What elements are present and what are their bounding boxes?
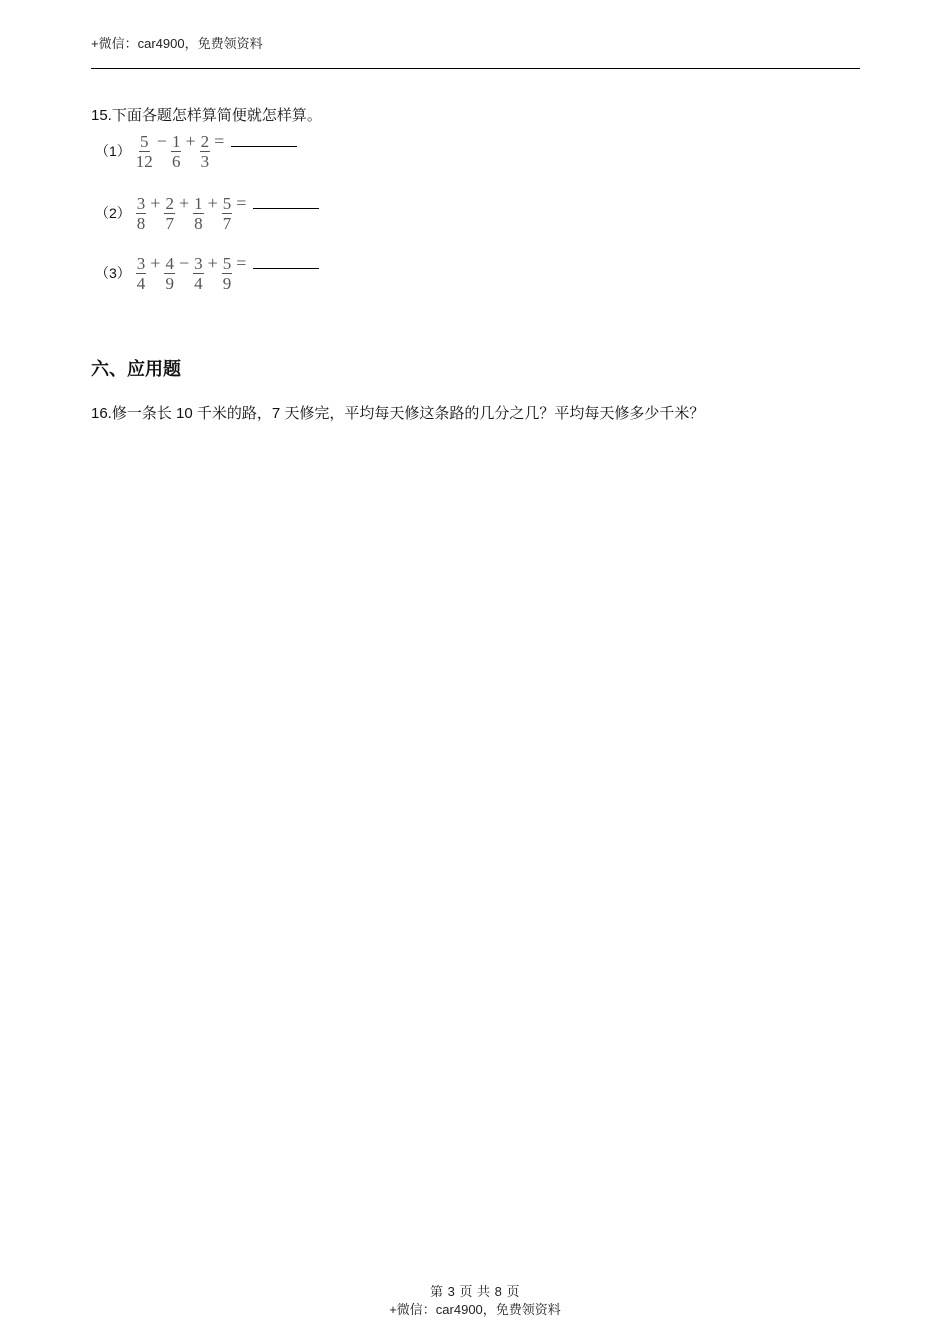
operator: + (150, 193, 161, 213)
operator: + (185, 131, 196, 151)
fraction-denominator: 7 (222, 214, 232, 233)
math-expression (135, 193, 320, 232)
operator: + (178, 193, 190, 213)
operator: = (236, 253, 247, 273)
fraction-numerator: 3 (136, 194, 146, 213)
fraction (193, 195, 204, 232)
fraction (171, 133, 182, 170)
fraction-numerator: 1 (194, 194, 203, 213)
item-label: （2） (95, 204, 131, 221)
question-15-item-1 (95, 131, 297, 170)
footer-text: +微信：car4900，免费领资料 (389, 1302, 561, 1317)
operator: + (207, 253, 218, 273)
fraction-denominator: 7 (165, 214, 174, 233)
fraction-numerator: 1 (171, 132, 181, 151)
fraction (164, 195, 175, 232)
fraction-denominator: 9 (165, 274, 174, 293)
header-divider (91, 68, 860, 69)
page-number: 第 3 页 共 8 页 (429, 1284, 521, 1299)
operator: = (236, 193, 247, 213)
question-15-title: 15.下面各题怎样算简便就怎样算。 (91, 107, 322, 124)
question-15-item-3 (95, 253, 319, 292)
fraction (136, 133, 153, 170)
question-16-text: 16.修一条长 10 千米的路，7 天修完，平均每天修这条路的几分之几？平均每天修多少千米？ (91, 405, 705, 422)
section-title: 六、应用题 (91, 359, 181, 379)
operator: − (178, 253, 190, 273)
fraction-denominator: 3 (200, 152, 210, 171)
fraction (200, 133, 211, 170)
fraction-denominator: 8 (136, 214, 146, 233)
answer-blank[interactable] (231, 134, 297, 147)
header-text: +微信：car4900，免费领资料 (91, 36, 263, 51)
fraction-numerator: 4 (165, 254, 174, 273)
fraction (136, 195, 147, 232)
fraction-numerator: 5 (140, 132, 149, 151)
fraction-numerator: 2 (200, 132, 210, 151)
operator: + (207, 193, 218, 213)
item-label: （3） (95, 264, 131, 281)
fraction-denominator: 6 (171, 152, 181, 171)
fraction-denominator: 12 (135, 152, 153, 171)
fraction-denominator: 4 (136, 274, 146, 293)
operator: + (150, 253, 161, 273)
fraction-numerator: 2 (165, 194, 174, 213)
fraction-numerator: 5 (222, 254, 232, 273)
fraction (164, 255, 175, 292)
fraction (222, 255, 233, 292)
question-15-item-2 (95, 193, 319, 232)
fraction-numerator: 5 (222, 194, 232, 213)
fraction (136, 255, 147, 292)
fraction-numerator: 3 (194, 254, 203, 273)
fraction-denominator: 8 (194, 214, 203, 233)
answer-blank[interactable] (253, 256, 319, 269)
operator: − (156, 131, 167, 151)
math-expression (135, 253, 320, 292)
fraction-denominator: 9 (222, 274, 232, 293)
operator: = (214, 131, 225, 151)
fraction (193, 255, 204, 292)
math-expression (135, 131, 297, 170)
fraction-denominator: 4 (194, 274, 203, 293)
fraction-numerator: 3 (136, 254, 146, 273)
fraction (222, 195, 233, 232)
item-label: （1） (95, 142, 131, 159)
answer-blank[interactable] (253, 196, 319, 209)
